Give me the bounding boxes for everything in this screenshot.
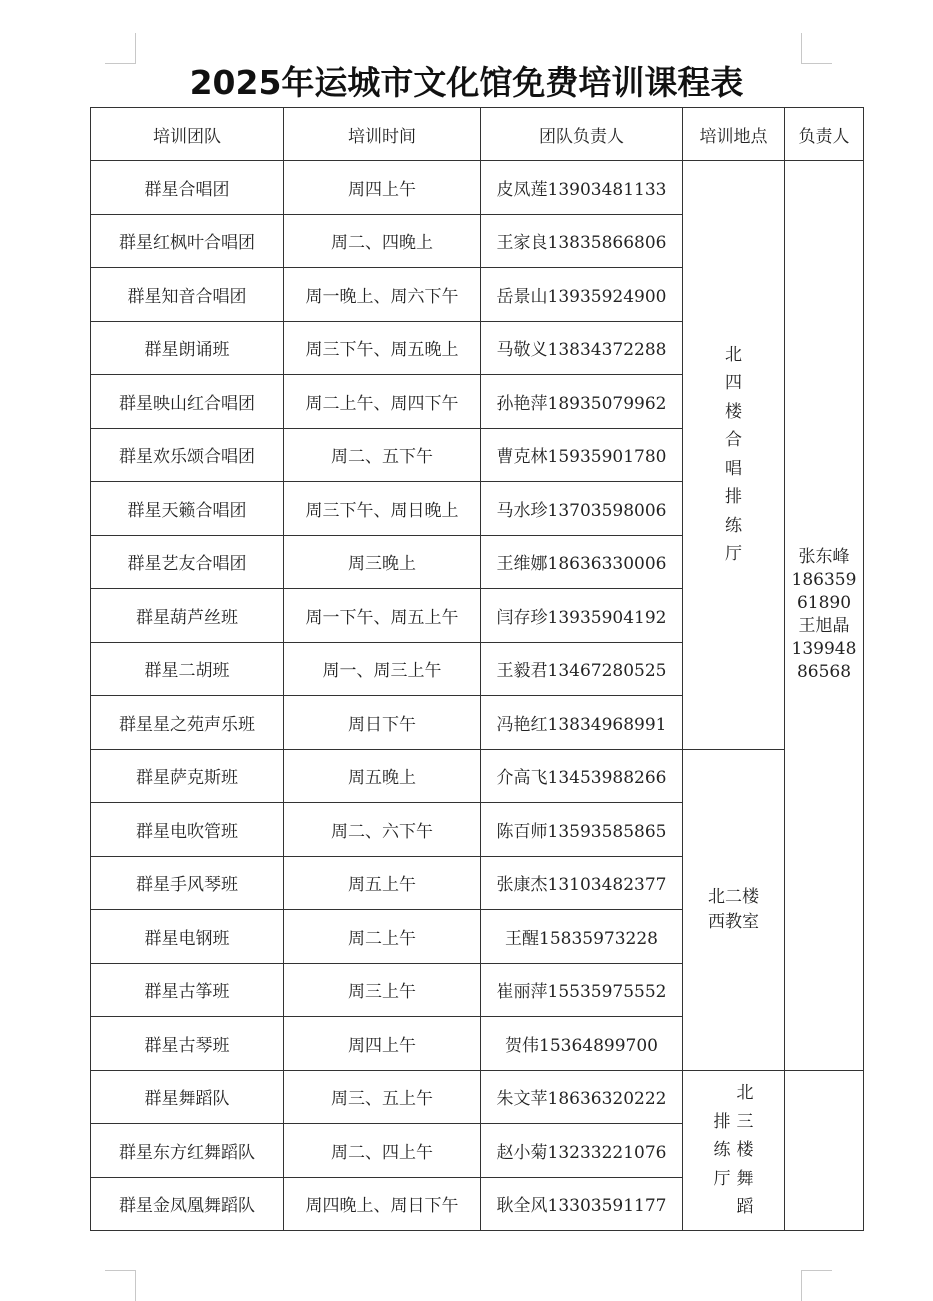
- time-cell: 周二、六下午: [284, 803, 481, 857]
- leader-cell: 曹克林15935901780: [481, 428, 683, 482]
- header-location: 培训地点: [683, 108, 785, 161]
- responsible-cell-empty: [785, 1070, 864, 1231]
- page-title: 2025年运城市文化馆免费培训课程表: [189, 63, 744, 102]
- location-char: 四: [725, 373, 742, 394]
- team-cell: 群星红枫叶合唱团: [91, 214, 284, 268]
- leader-cell: 陈百师13593585865: [481, 803, 683, 857]
- location-north-4f-text: [725, 341, 742, 569]
- leader-cell: 赵小菊13233221076: [481, 1124, 683, 1178]
- location-char: 练: [713, 1140, 731, 1160]
- leader-cell: 王家良13835866806: [481, 214, 683, 268]
- time-cell: 周一、周三上午: [284, 642, 481, 696]
- location-char: 厅: [713, 1168, 731, 1189]
- location-north-3f: [683, 1070, 785, 1231]
- team-cell: 群星艺友合唱团: [91, 535, 284, 589]
- leader-cell: 贺伟15364899700: [481, 1017, 683, 1071]
- time-cell: 周四上午: [284, 161, 481, 215]
- team-cell: 群星合唱团: [91, 161, 284, 215]
- location-line: 北二楼: [708, 886, 759, 907]
- time-cell: 周一晚上、周六下午: [284, 268, 481, 322]
- table-row: [91, 1070, 864, 1124]
- header-time: 培训时间: [284, 108, 481, 161]
- team-cell: 群星金凤凰舞蹈队: [91, 1177, 284, 1231]
- responsible-phone2_b: 86568: [796, 662, 852, 683]
- team-cell: 群星古筝班: [91, 963, 284, 1017]
- time-cell: 周二、五下午: [284, 428, 481, 482]
- time-cell: 周二上午、周四下午: [284, 375, 481, 429]
- responsible-contacts: [792, 546, 857, 684]
- leader-cell: 冯艳红13834968991: [481, 696, 683, 750]
- team-cell: 群星舞蹈队: [91, 1070, 284, 1124]
- leader-cell: 闫存珍13935904192: [481, 589, 683, 643]
- leader-cell: 介高飞13453988266: [481, 749, 683, 803]
- team-cell: 群星电吹管班: [91, 803, 284, 857]
- responsible-phone1_b: 61890: [796, 593, 852, 614]
- team-cell: 群星欢乐颂合唱团: [91, 428, 284, 482]
- responsible-name1: 张东峰: [798, 547, 850, 568]
- team-cell: 群星手风琴班: [91, 856, 284, 910]
- time-cell: 周一下午、周五上午: [284, 589, 481, 643]
- header-leader: 团队负责人: [481, 108, 683, 161]
- header-team: 培训团队: [91, 108, 284, 161]
- time-cell: 周三、五上午: [284, 1070, 481, 1124]
- table-row: [91, 749, 864, 803]
- location-char: 蹈: [736, 1197, 754, 1217]
- location-char: 排: [725, 487, 742, 508]
- location-char: 北: [725, 344, 742, 365]
- location-line: 西教室: [708, 911, 759, 932]
- location-char: 合: [725, 430, 742, 451]
- time-cell: 周五上午: [284, 856, 481, 910]
- time-cell: 周五晚上: [284, 749, 481, 803]
- location-char: 楼: [725, 401, 742, 422]
- team-cell: 群星电钢班: [91, 910, 284, 964]
- schedule-table: [90, 107, 864, 1231]
- responsible-name2: 王旭晶: [798, 616, 850, 637]
- leader-cell: 岳景山13935924900: [481, 268, 683, 322]
- leader-cell: 孙艳萍18935079962: [481, 375, 683, 429]
- leader-cell: 耿全风13303591177: [481, 1177, 683, 1231]
- time-cell: 周二、四晚上: [284, 214, 481, 268]
- location-north-4f: [683, 161, 785, 750]
- time-cell: 周二上午: [284, 910, 481, 964]
- leader-cell: 张康杰13103482377: [481, 856, 683, 910]
- time-cell: 周三下午、周日晚上: [284, 482, 481, 536]
- location-char: 舞: [736, 1168, 754, 1189]
- time-cell: 周三晚上: [284, 535, 481, 589]
- crop-mark-bottom-right: [801, 1270, 832, 1301]
- team-cell: 群星天籁合唱团: [91, 482, 284, 536]
- location-north-2f-text: [708, 885, 759, 935]
- team-cell: 群星星之苑声乐班: [91, 696, 284, 750]
- location-char: 北: [736, 1083, 754, 1103]
- team-cell: 群星二胡班: [91, 642, 284, 696]
- time-cell: 周四晚上、周日下午: [284, 1177, 481, 1231]
- leader-cell: 马敬义13834372288: [481, 321, 683, 375]
- time-cell: 周三上午: [284, 963, 481, 1017]
- team-cell: 群星映山红合唱团: [91, 375, 284, 429]
- leader-cell: 王维娜18636330006: [481, 535, 683, 589]
- team-cell: 群星葫芦丝班: [91, 589, 284, 643]
- leader-cell: 王毅君13467280525: [481, 642, 683, 696]
- header-row: [91, 108, 864, 161]
- location-char: 练: [725, 515, 742, 536]
- team-cell: 群星朗诵班: [91, 321, 284, 375]
- location-char: 楼: [736, 1140, 754, 1160]
- location-north-2f: [683, 749, 785, 1070]
- location-char: 唱: [725, 458, 742, 479]
- leader-cell: 王醒15835973228: [481, 910, 683, 964]
- leader-cell: 皮凤莲13903481133: [481, 161, 683, 215]
- location-north-3f-text: [714, 1079, 754, 1222]
- header-responsible: 负责人: [785, 108, 864, 161]
- table-row: [91, 161, 864, 215]
- location-col-left: [714, 1108, 731, 1194]
- team-cell: 群星知音合唱团: [91, 268, 284, 322]
- leader-cell: 崔丽萍15535975552: [481, 963, 683, 1017]
- location-char: 厅: [725, 544, 742, 565]
- team-cell: 群星古琴班: [91, 1017, 284, 1071]
- leader-cell: 马水珍13703598006: [481, 482, 683, 536]
- time-cell: 周日下午: [284, 696, 481, 750]
- responsible-phone1_a: 186359: [791, 570, 857, 591]
- leader-cell: 朱文苹18636320222: [481, 1070, 683, 1124]
- time-cell: 周四上午: [284, 1017, 481, 1071]
- team-cell: 群星萨克斯班: [91, 749, 284, 803]
- location-col-right: [737, 1079, 754, 1222]
- time-cell: 周二、四上午: [284, 1124, 481, 1178]
- team-cell: 群星东方红舞蹈队: [91, 1124, 284, 1178]
- crop-mark-bottom-left: [105, 1270, 136, 1301]
- location-char: 排: [713, 1111, 731, 1132]
- responsible-cell: [785, 161, 864, 1071]
- location-char: 三: [736, 1111, 754, 1132]
- time-cell: 周三下午、周五晚上: [284, 321, 481, 375]
- responsible-phone2_a: 139948: [791, 639, 857, 660]
